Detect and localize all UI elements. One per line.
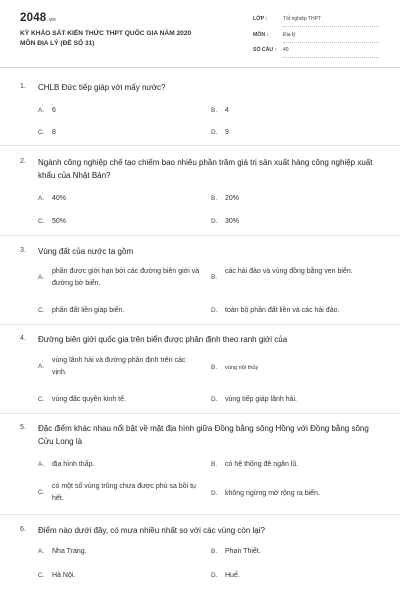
question-number: 1. (20, 83, 26, 90)
option-c[interactable] (38, 305, 208, 317)
option-d[interactable] (211, 394, 381, 406)
option-letter: A. (38, 107, 45, 114)
option-text: toàn bộ phần đất liền và các hải đảo. (225, 307, 340, 314)
option-text: địa hình thấp. (52, 461, 95, 468)
option-letter: A. (38, 461, 45, 468)
question-divider (0, 235, 400, 236)
option-b[interactable] (211, 459, 381, 471)
question-text: Đặc điểm khác nhau nổi bật về mặt địa hình giữa Đồng bằng sông Hồng với Đồng bằng sông Cửu Long là (38, 424, 369, 446)
option-a[interactable] (38, 193, 208, 205)
option-c[interactable] (38, 481, 208, 505)
option-d[interactable] (211, 488, 381, 500)
question-divider (0, 413, 400, 414)
exam-subtitle: MÔN ĐỊA LÝ (ĐỀ SỐ 31) (20, 40, 95, 47)
option-letter: B. (211, 195, 218, 202)
option-letter: C. (38, 129, 45, 136)
option-text: Hà Nội. (52, 572, 76, 579)
option-letter: C. (38, 396, 45, 403)
option-letter: A. (38, 363, 45, 370)
option-letter: C. (38, 572, 45, 579)
question-number: 4. (20, 335, 26, 342)
option-letter: A. (38, 548, 45, 555)
option-b[interactable] (211, 105, 381, 117)
option-text: 4 (225, 107, 229, 114)
option-text: Phan Thiết. (225, 548, 261, 555)
question-text: Vùng đất của nước ta gồm (38, 247, 134, 256)
option-text: Huế. (225, 572, 240, 579)
option-text: phần đất liền giáp biển. (52, 307, 125, 314)
question-number: 2. (20, 158, 26, 165)
option-d[interactable] (211, 570, 381, 582)
option-a[interactable] (38, 546, 208, 558)
option-d[interactable] (211, 127, 381, 139)
option-text: 30% (225, 218, 240, 225)
option-b[interactable] (211, 193, 381, 205)
option-letter: C. (38, 489, 45, 496)
question-text: Ngành công nghiệp chế tạo chiếm bao nhiêu phần trăm giá trị sản xuất hàng công nghiệp xuất khẩu của Nhật Bản? (38, 158, 373, 180)
option-letter: D. (211, 129, 218, 136)
option-letter: D. (211, 572, 218, 579)
option-text: 20% (225, 195, 240, 202)
option-text: vùng tiếp giáp lãnh hải. (225, 396, 297, 403)
question-divider (0, 514, 400, 515)
meta-class-value: Tốt nghiệp THPT (283, 16, 321, 22)
option-letter: D. (211, 307, 218, 314)
option-b[interactable] (211, 266, 381, 290)
question-divider (0, 324, 400, 325)
option-b[interactable] (211, 546, 381, 558)
option-a[interactable] (38, 266, 208, 290)
option-text: phần được giới hạn bởi các đường biên giới và đường bờ biển. (52, 268, 200, 287)
option-a[interactable] (38, 105, 208, 117)
option-letter: C. (38, 307, 45, 314)
option-d[interactable] (211, 305, 381, 317)
option-c[interactable] (38, 570, 208, 582)
option-a[interactable] (38, 459, 208, 471)
exam-title: KỲ KHẢO SÁT KIẾN THỨC THPT QUỐC GIA NĂM 2020 (20, 30, 192, 37)
exam-header (0, 0, 400, 62)
site-logo[interactable] (20, 12, 56, 24)
option-letter: D. (211, 218, 218, 225)
meta-class (253, 13, 379, 27)
option-text: có một số vùng trũng chưa được phù sa bồi tụ hết. (52, 483, 196, 502)
option-a[interactable] (38, 355, 208, 379)
option-b[interactable] (211, 362, 381, 374)
option-text: có hệ thống đê ngăn lũ. (225, 461, 299, 468)
option-letter: D. (211, 490, 218, 497)
option-text: các hải đảo và vùng đồng bằng ven biển. (225, 268, 353, 275)
meta-subject-value: Địa lý (283, 32, 296, 38)
logo-suffix: .vn (47, 17, 56, 23)
logo-main: 2048 (20, 12, 47, 24)
meta-count-label: SỐ CÂU : (253, 47, 277, 53)
option-text: 50% (52, 218, 67, 225)
option-c[interactable] (38, 127, 208, 139)
option-text: vùng nội thủy (225, 365, 259, 371)
meta-count-value: 40 (283, 47, 289, 53)
question-text: Đường biên giới quốc gia trên biển được phân định theo ranh giới của (38, 335, 288, 344)
option-c[interactable] (38, 216, 208, 228)
meta-subject (253, 29, 379, 43)
option-d[interactable] (211, 216, 381, 228)
option-letter: B. (211, 274, 218, 281)
option-letter: C. (38, 218, 45, 225)
option-letter: B. (211, 548, 218, 555)
option-text: 9 (225, 129, 229, 136)
question-text: Điểm nào dưới đây, có mưa nhiều nhất so với các vùng còn lại? (38, 526, 265, 535)
meta-class-label: LỚP : (253, 16, 268, 22)
question-number: 3. (20, 247, 26, 254)
question-text: CHLB Đức tiếp giáp với mấy nước? (38, 83, 166, 92)
option-letter: B. (211, 364, 218, 371)
question-number: 5. (20, 424, 26, 431)
option-letter: B. (211, 461, 218, 468)
option-text: không ngừng mở rộng ra biển. (225, 490, 320, 497)
option-text: 40% (52, 195, 67, 202)
option-text: 8 (52, 129, 56, 136)
option-letter: A. (38, 274, 45, 281)
meta-count (253, 44, 379, 58)
meta-subject-label: MÔN : (253, 32, 269, 38)
option-letter: B. (211, 107, 218, 114)
option-text: vùng đặc quyền kinh tế. (52, 396, 126, 403)
option-c[interactable] (38, 394, 208, 406)
option-text: 6 (52, 107, 56, 114)
option-text: vùng lãnh hải và đường phân định trên các vịnh. (52, 357, 186, 376)
question-number: 6. (20, 526, 26, 533)
question-divider (0, 145, 400, 146)
option-letter: A. (38, 195, 45, 202)
option-text: Nha Trang. (52, 548, 87, 555)
option-letter: D. (211, 396, 218, 403)
header-divider (0, 67, 400, 68)
